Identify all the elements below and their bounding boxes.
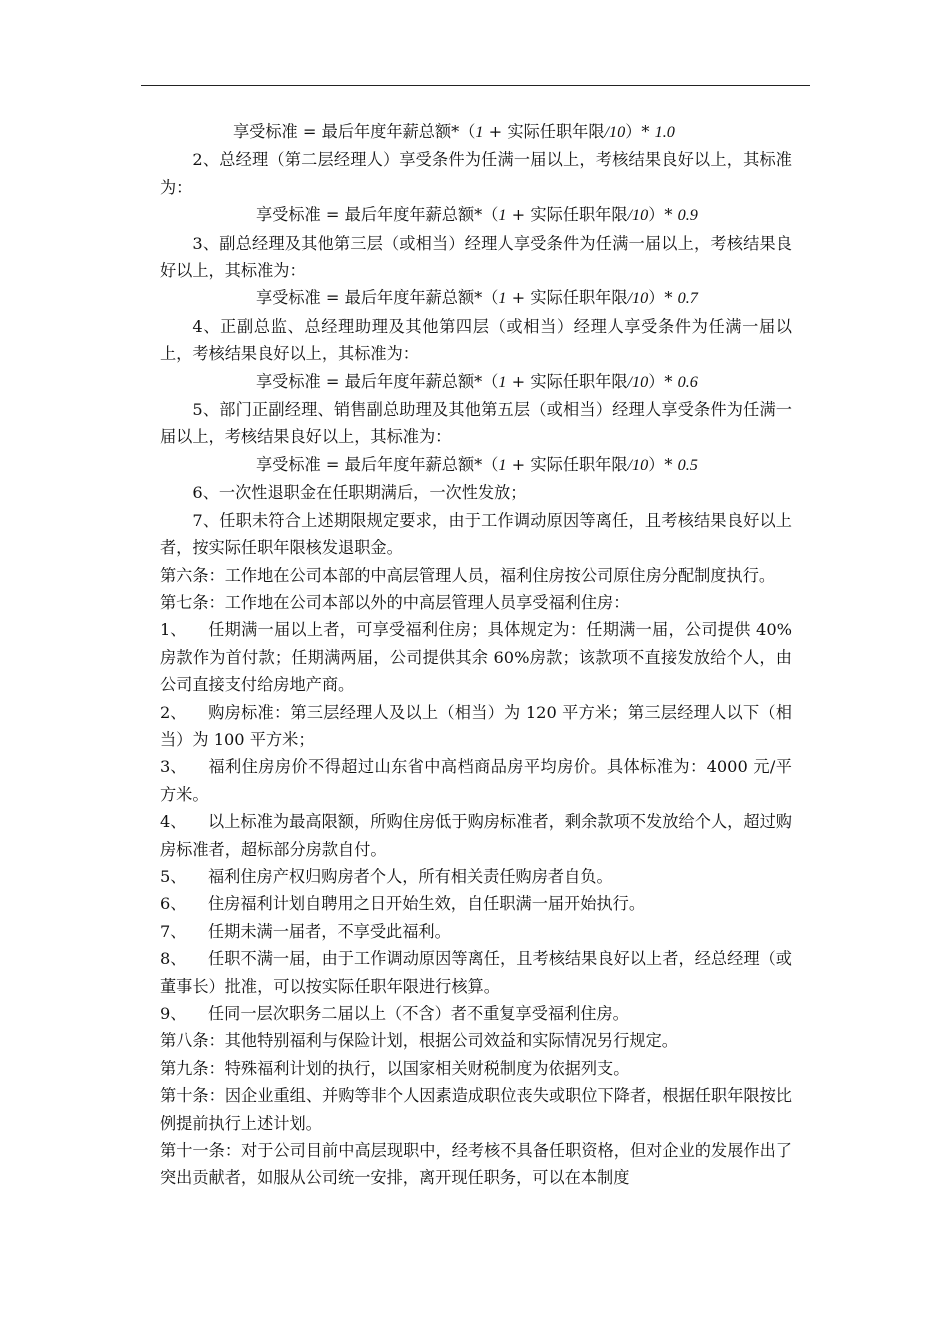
formula-line: 享受标准 = 最后年度年薪总额*（1 + 实际任职年限/10）* 0.7 [256, 288, 698, 308]
article-6: 第六条：工作地在公司本部的中高层管理人员，福利住房按公司原住房分配制度执行。 [160, 565, 776, 585]
article-11: 第十一条：对于公司目前中高层现职中，经考核不具备任职资格，但对企业的发展作出了突出贡献者，如服从公司统一安排，离开现任职务，可以在本制度 [160, 1141, 792, 1188]
housing-item-7: 7、 任期未满一届者，不享受此福利。 [160, 921, 451, 941]
clause-6: 6、一次性退职金在任职期满后，一次性发放； [192, 483, 527, 503]
housing-item-9: 9、 任同一层次职务二届以上（不含）者不重复享受福利住房。 [160, 1004, 629, 1023]
housing-item-8: 8、 任职不满一届，由于工作调动原因等离任，且考核结果良好以上者，经总经理（或董事长）批准，可以按实际任职年限进行核算。 [160, 949, 792, 996]
clause-4: 4、正副总监、总经理助理及其他第四层（或相当）经理人享受条件为任满一届以上，考核结果良好以上，其标准为： [160, 316, 792, 364]
formula-line: 享受标准 = 最后年度年薪总额*（1 + 实际任职年限/10）* 0.6 [256, 371, 698, 391]
document-body [160, 118, 792, 1192]
article-7: 第七条：工作地在公司本部以外的中高层管理人员享受福利住房： [160, 592, 630, 612]
clause-2: 2、总经理（第二层经理人）享受条件为任满一届以上，考核结果良好以上，其标准为： [160, 150, 792, 197]
formula-line: 享受标准 = 最后年度年薪总额*（1 + 实际任职年限/10）* 0.5 [256, 454, 698, 474]
housing-item-2: 2、 购房标准：第三层经理人及以上（相当）为 120 平方米；第三层经理人以下（相当）为 100 平方米； [160, 702, 792, 749]
article-9: 第九条：特殊福利计划的执行，以国家相关财税制度为依据列支。 [160, 1058, 630, 1078]
header-rule [141, 85, 810, 86]
formula-factor: 0.5 [677, 455, 698, 474]
housing-item-1: 1、 任期满一届以上者，可享受福利住房；具体规定为：任期满一届，公司提供 40%房款作为首付款；任期满两届，公司提供其余 60%房款；该款项不直接发放给个人，由公司直接支付给房地产商。 [160, 620, 792, 695]
clause-3: 3、副总经理及其他第三层（或相当）经理人享受条件为任满一届以上，考核结果良好以上，其标准为： [160, 233, 792, 281]
formula-factor: 0.9 [677, 206, 698, 225]
formula-line: 享受标准 = 最后年度年薪总额*（1 + 实际任职年限/10）* 0.9 [256, 205, 698, 225]
housing-item-6: 6、 住房福利计划自聘用之日开始生效，自任职满一届开始执行。 [160, 894, 646, 914]
formula-factor: 0.6 [677, 372, 698, 391]
clause-7: 7、任职未符合上述期限规定要求，由于工作调动原因等离任，且考核结果良好以上者，按实际任职年限核发退职金。 [160, 510, 792, 558]
formula-line: 享受标准 = 最后年度年薪总额*（1 + 实际任职年限/10）* 1.0 [233, 122, 675, 141]
clause-5: 5、部门正副经理、销售副总助理及其他第五层（或相当）经理人享受条件为任满一届以上，考核结果良好以上，其标准为： [160, 400, 792, 447]
formula-factor: 1.0 [654, 123, 675, 141]
article-10: 第十条：因企业重组、并购等非个人因素造成职位丧失或职位下降者，根据任职年限按比例提前执行上述计划。 [160, 1086, 792, 1133]
housing-item-4: 4、 以上标准为最高限额，所购住房低于购房标准者，剩余款项不发放给个人，超过购房标准者，超标部分房款自付。 [160, 812, 792, 859]
housing-item-3: 3、 福利住房房价不得超过山东省中高档商品房平均房价。具体标准为：4000 元/平方米。 [160, 757, 792, 804]
article-8: 第八条：其他特别福利与保险计划，根据公司效益和实际情况另行规定。 [160, 1031, 678, 1051]
housing-item-5: 5、 福利住房产权归购房者个人，所有相关责任购房者自负。 [160, 866, 613, 886]
formula-factor: 0.7 [677, 289, 698, 308]
